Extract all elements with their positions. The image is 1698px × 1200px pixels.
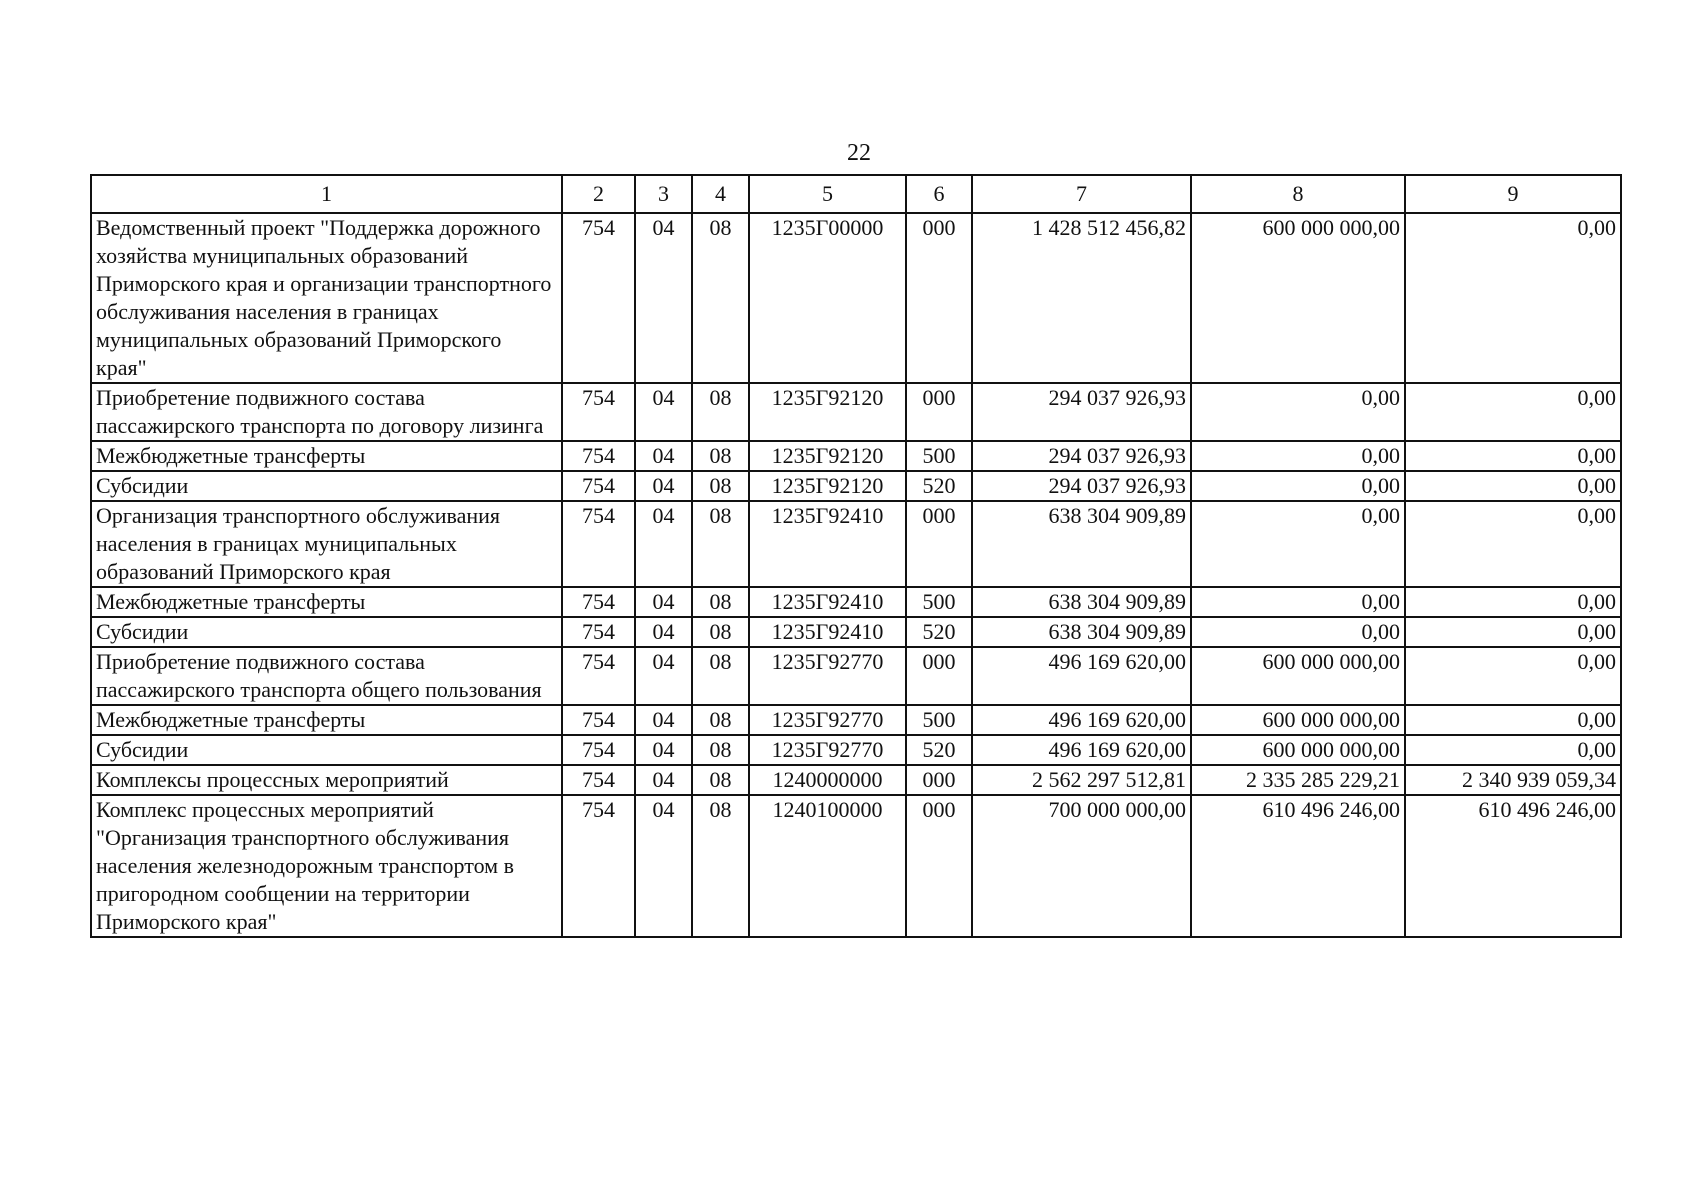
- cell-name: Комплекс процессных мероприятий "Организация транспортного обслуживания населения железнодорожным транспортом в пригородном сообщении на территории Приморского края": [91, 795, 562, 937]
- cell-section: 04: [635, 795, 692, 937]
- cell-amount-col9: 0,00: [1405, 383, 1621, 441]
- table-row: [91, 705, 1621, 735]
- page-number: 22: [847, 140, 871, 166]
- cell-amount-col9: 0,00: [1405, 735, 1621, 765]
- header-cell-6: 6: [906, 175, 972, 213]
- cell-section: 04: [635, 383, 692, 441]
- cell-target-article: 1235Г92410: [749, 501, 906, 587]
- cell-amount-col9: 0,00: [1405, 501, 1621, 587]
- cell-target-article: 1235Г92410: [749, 587, 906, 617]
- cell-amount-col7: 700 000 000,00: [972, 795, 1191, 937]
- cell-amount-col9: 610 496 246,00: [1405, 795, 1621, 937]
- table-row: [91, 441, 1621, 471]
- cell-expense-type: 000: [906, 383, 972, 441]
- table-row: [91, 383, 1621, 441]
- cell-admin-code: 754: [562, 441, 635, 471]
- cell-amount-col9: 0,00: [1405, 705, 1621, 735]
- cell-section: 04: [635, 501, 692, 587]
- cell-section: 04: [635, 765, 692, 795]
- header-cell-8: 8: [1191, 175, 1405, 213]
- header-cell-3: 3: [635, 175, 692, 213]
- cell-target-article: 1235Г92120: [749, 471, 906, 501]
- cell-section: 04: [635, 441, 692, 471]
- cell-target-article: 1240100000: [749, 795, 906, 937]
- cell-target-article: 1240000000: [749, 765, 906, 795]
- cell-subsection: 08: [692, 501, 749, 587]
- cell-name: Комплексы процессных мероприятий: [91, 765, 562, 795]
- cell-target-article: 1235Г92120: [749, 441, 906, 471]
- header-cell-5: 5: [749, 175, 906, 213]
- cell-expense-type: 500: [906, 587, 972, 617]
- cell-amount-col8: 0,00: [1191, 501, 1405, 587]
- cell-name: Организация транспортного обслуживания населения в границах муниципальных образований Приморского края: [91, 501, 562, 587]
- cell-amount-col8: 0,00: [1191, 587, 1405, 617]
- cell-amount-col7: 294 037 926,93: [972, 471, 1191, 501]
- cell-target-article: 1235Г00000: [749, 213, 906, 383]
- cell-amount-col8: 600 000 000,00: [1191, 735, 1405, 765]
- cell-amount-col7: 496 169 620,00: [972, 735, 1191, 765]
- cell-expense-type: 000: [906, 795, 972, 937]
- cell-section: 04: [635, 705, 692, 735]
- cell-admin-code: 754: [562, 795, 635, 937]
- cell-expense-type: 000: [906, 501, 972, 587]
- cell-admin-code: 754: [562, 213, 635, 383]
- table-row: [91, 587, 1621, 617]
- cell-amount-col9: 0,00: [1405, 213, 1621, 383]
- header-cell-7: 7: [972, 175, 1191, 213]
- cell-target-article: 1235Г92410: [749, 617, 906, 647]
- header-cell-2: 2: [562, 175, 635, 213]
- cell-expense-type: 000: [906, 765, 972, 795]
- cell-section: 04: [635, 471, 692, 501]
- cell-expense-type: 000: [906, 647, 972, 705]
- cell-amount-col8: 600 000 000,00: [1191, 705, 1405, 735]
- cell-amount-col7: 1 428 512 456,82: [972, 213, 1191, 383]
- header-cell-9: 9: [1405, 175, 1621, 213]
- table-row: [91, 617, 1621, 647]
- cell-amount-col7: 294 037 926,93: [972, 441, 1191, 471]
- cell-section: 04: [635, 735, 692, 765]
- cell-admin-code: 754: [562, 705, 635, 735]
- cell-subsection: 08: [692, 795, 749, 937]
- cell-subsection: 08: [692, 471, 749, 501]
- cell-target-article: 1235Г92770: [749, 647, 906, 705]
- cell-section: 04: [635, 213, 692, 383]
- cell-amount-col8: 600 000 000,00: [1191, 213, 1405, 383]
- table-row: [91, 501, 1621, 587]
- cell-amount-col9: 0,00: [1405, 617, 1621, 647]
- header-row: [91, 175, 1621, 213]
- cell-admin-code: 754: [562, 383, 635, 441]
- cell-amount-col7: 638 304 909,89: [972, 501, 1191, 587]
- table-body: [91, 213, 1621, 937]
- cell-expense-type: 500: [906, 705, 972, 735]
- table-row: [91, 471, 1621, 501]
- table-header: [91, 175, 1621, 213]
- cell-expense-type: 520: [906, 735, 972, 765]
- cell-amount-col9: 2 340 939 059,34: [1405, 765, 1621, 795]
- cell-target-article: 1235Г92770: [749, 735, 906, 765]
- cell-subsection: 08: [692, 441, 749, 471]
- cell-expense-type: 500: [906, 441, 972, 471]
- header-cell-4: 4: [692, 175, 749, 213]
- cell-amount-col7: 496 169 620,00: [972, 705, 1191, 735]
- cell-amount-col9: 0,00: [1405, 441, 1621, 471]
- table-row: [91, 647, 1621, 705]
- cell-section: 04: [635, 617, 692, 647]
- cell-amount-col8: 0,00: [1191, 383, 1405, 441]
- cell-name: Межбюджетные трансферты: [91, 705, 562, 735]
- cell-name: Ведомственный проект "Поддержка дорожного хозяйства муниципальных образований Приморского края и организации транспортного обслуживания населения в границах муниципальных образований Приморского края": [91, 213, 562, 383]
- cell-subsection: 08: [692, 647, 749, 705]
- cell-amount-col9: 0,00: [1405, 647, 1621, 705]
- table-row: [91, 795, 1621, 937]
- cell-expense-type: 520: [906, 617, 972, 647]
- cell-amount-col8: 0,00: [1191, 471, 1405, 501]
- cell-amount-col8: 600 000 000,00: [1191, 647, 1405, 705]
- cell-amount-col8: 0,00: [1191, 617, 1405, 647]
- cell-admin-code: 754: [562, 765, 635, 795]
- cell-name: Приобретение подвижного состава пассажирского транспорта по договору лизинга: [91, 383, 562, 441]
- cell-amount-col8: 2 335 285 229,21: [1191, 765, 1405, 795]
- cell-target-article: 1235Г92770: [749, 705, 906, 735]
- cell-section: 04: [635, 647, 692, 705]
- cell-subsection: 08: [692, 383, 749, 441]
- cell-admin-code: 754: [562, 617, 635, 647]
- cell-name: Субсидии: [91, 471, 562, 501]
- cell-amount-col9: 0,00: [1405, 587, 1621, 617]
- cell-expense-type: 000: [906, 213, 972, 383]
- cell-name: Межбюджетные трансферты: [91, 587, 562, 617]
- cell-amount-col7: 496 169 620,00: [972, 647, 1191, 705]
- cell-subsection: 08: [692, 705, 749, 735]
- cell-name: Межбюджетные трансферты: [91, 441, 562, 471]
- cell-amount-col8: 610 496 246,00: [1191, 795, 1405, 937]
- cell-subsection: 08: [692, 587, 749, 617]
- table-row: [91, 735, 1621, 765]
- cell-amount-col7: 294 037 926,93: [972, 383, 1191, 441]
- cell-amount-col7: 638 304 909,89: [972, 587, 1191, 617]
- cell-subsection: 08: [692, 735, 749, 765]
- table-row: [91, 765, 1621, 795]
- cell-admin-code: 754: [562, 501, 635, 587]
- cell-admin-code: 754: [562, 647, 635, 705]
- cell-subsection: 08: [692, 617, 749, 647]
- cell-amount-col9: 0,00: [1405, 471, 1621, 501]
- cell-admin-code: 754: [562, 471, 635, 501]
- cell-amount-col7: 638 304 909,89: [972, 617, 1191, 647]
- cell-admin-code: 754: [562, 587, 635, 617]
- cell-subsection: 08: [692, 765, 749, 795]
- cell-expense-type: 520: [906, 471, 972, 501]
- cell-admin-code: 754: [562, 735, 635, 765]
- cell-name: Субсидии: [91, 735, 562, 765]
- cell-target-article: 1235Г92120: [749, 383, 906, 441]
- cell-amount-col7: 2 562 297 512,81: [972, 765, 1191, 795]
- cell-amount-col8: 0,00: [1191, 441, 1405, 471]
- budget-table: [90, 174, 1622, 938]
- header-cell-1: 1: [91, 175, 562, 213]
- cell-subsection: 08: [692, 213, 749, 383]
- table-row: [91, 213, 1621, 383]
- cell-section: 04: [635, 587, 692, 617]
- cell-name: Субсидии: [91, 617, 562, 647]
- cell-name: Приобретение подвижного состава пассажирского транспорта общего пользования: [91, 647, 562, 705]
